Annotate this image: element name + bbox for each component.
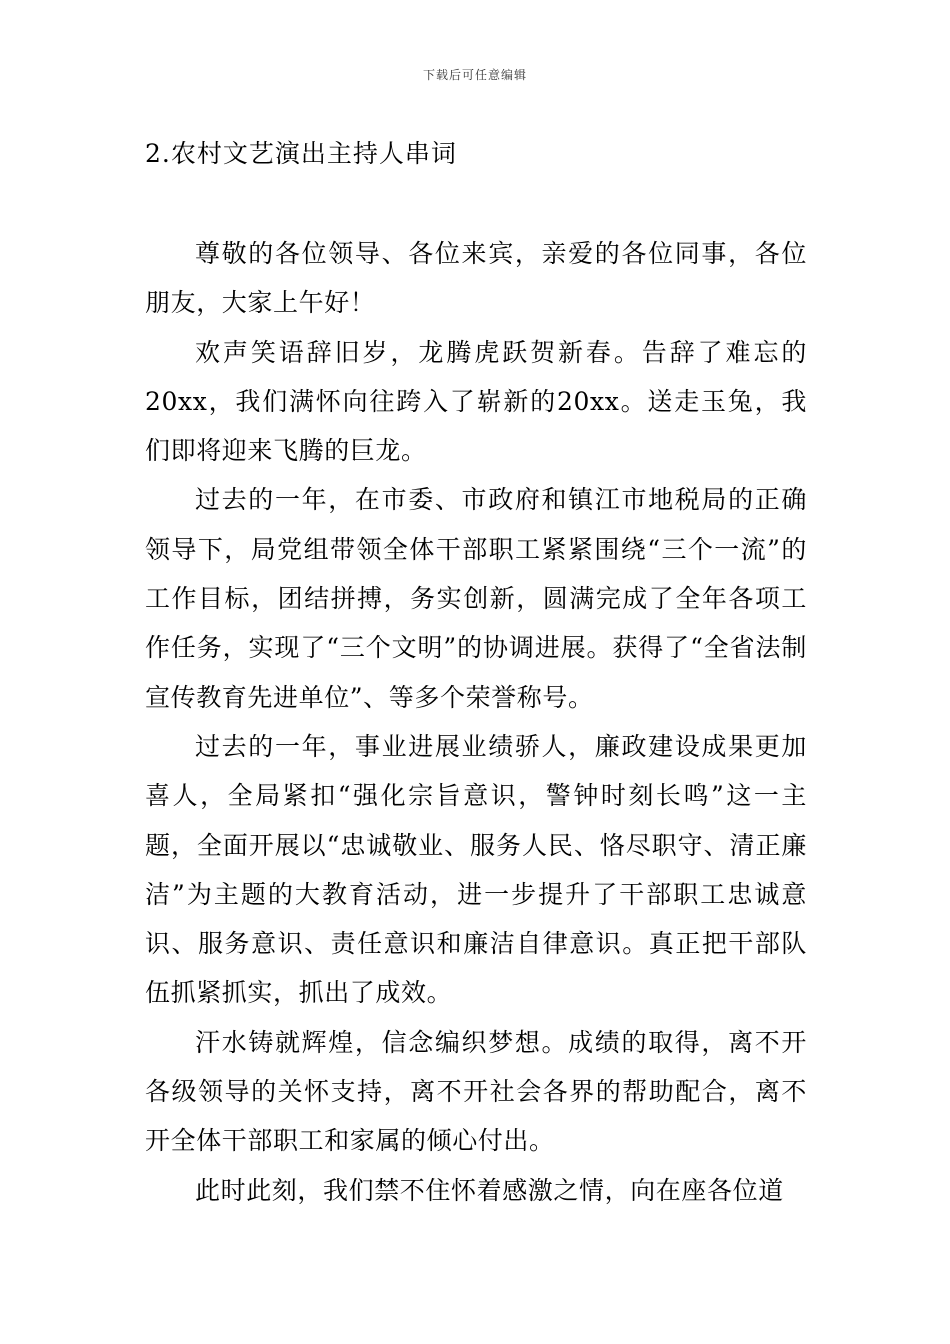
- paragraph-new-year: 欢声笑语辞旧岁，龙腾虎跃贺新春。告辞了难忘的20xx，我们满怀向往跨入了崭新的20xx。送走玉兔，我们即将迎来飞腾的巨龙。: [145, 337, 807, 466]
- page-header: 下载后可任意编辑: [422, 68, 527, 82]
- paragraph-work-review: 过去的一年，在市委、市政府和镇江市地税局的正确领导下，局党组带领全体干部职工紧紧围绕“三个一流”的工作目标，团结拼搏，务实创新，圆满完成了全年各项工作任务，实现了“三个文明”的协调进展。获得了“全省法制宣传教育先进单位”、等多个荣誉称号。: [145, 485, 807, 712]
- document-body: [145, 229, 807, 1215]
- document-title: 2.农村文艺演出主持人串词: [145, 139, 457, 168]
- paragraph-thanks: 汗水铸就辉煌，信念编织梦想。成绩的取得，离不开各级领导的关怀支持，离不开社会各界的帮助配合，离不开全体干部职工和家属的倾心付出。: [145, 1027, 807, 1156]
- paragraph-greeting: 尊敬的各位领导、各位来宾，亲爱的各位同事，各位朋友，大家上午好！: [145, 239, 807, 318]
- paragraph-integrity: 过去的一年，事业进展业绩骄人，廉政建设成果更加喜人，全局紧扣“强化宗旨意识，警钟时刻长鸣”这一主题，全面开展以“忠诚敬业、服务人民、恪尽职守、清正廉洁”为主题的大教育活动，进一步提升了干部职工忠诚意识、服务意识、责任意识和廉洁自律意识。真正把干部队伍抓紧抓实，抓出了成效。: [145, 731, 807, 1008]
- paragraph-gratitude: 此时此刻，我们禁不住怀着感激之情，向在座各位道: [195, 1175, 784, 1205]
